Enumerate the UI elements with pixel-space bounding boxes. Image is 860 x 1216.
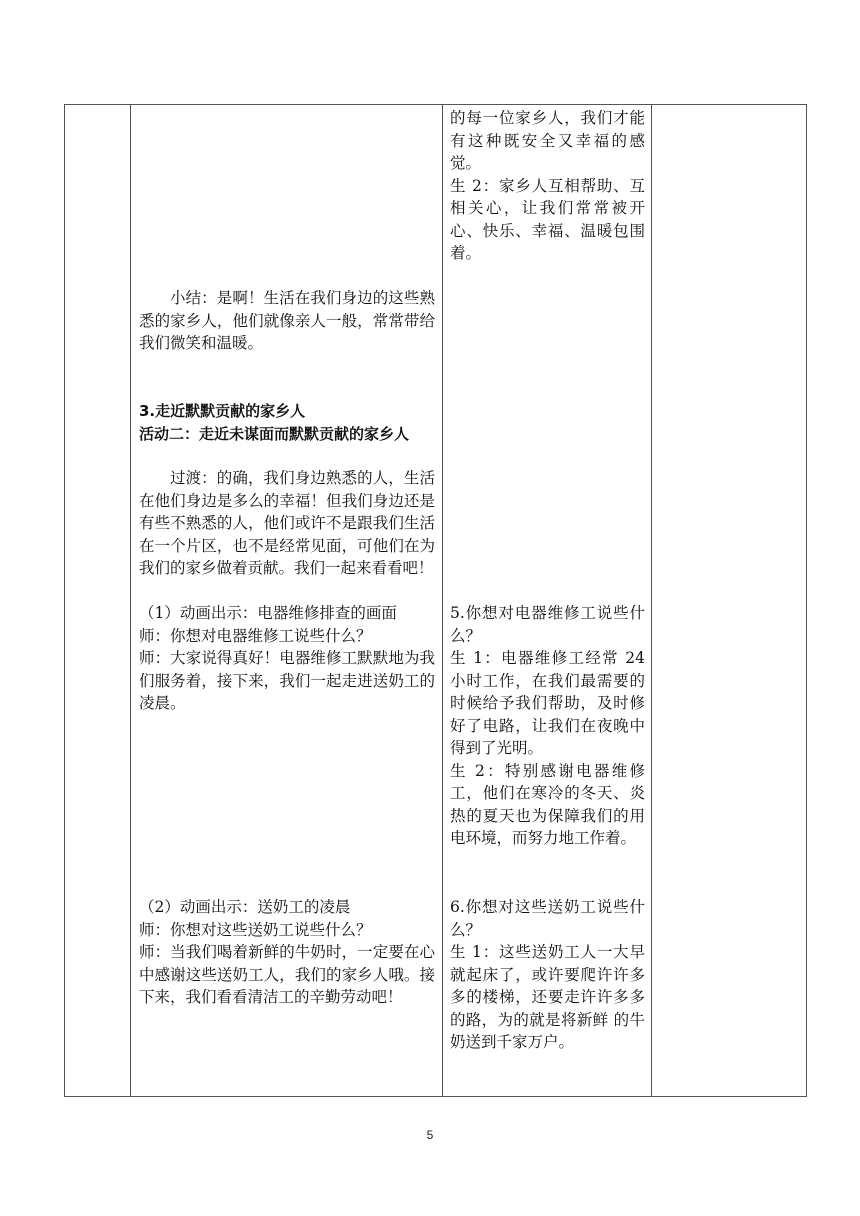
- animation-1-title: （1）动画出示：电器维修排查的画面: [139, 604, 397, 622]
- student-answer-2: 生 2：家乡人互相帮助、互相关心，让我们常常被开心、快乐、幸福、温暖包围着。: [450, 176, 645, 262]
- lesson-table: [64, 104, 807, 1097]
- question-6: 6.你想对这些送奶工说些什么？: [450, 898, 645, 939]
- section-heading-block: [139, 400, 435, 445]
- animation-2-block: [139, 896, 435, 1009]
- teacher-summary-block: [139, 287, 435, 355]
- animation-1-block: [139, 602, 435, 715]
- student-block-1: [450, 107, 645, 265]
- column-divider: [442, 105, 443, 1096]
- student-continuation: 的每一位家乡人，我们才能有这种既安全又幸福的感觉。: [450, 109, 645, 172]
- transition-block: [139, 467, 435, 580]
- section-heading: 3.走近默默贡献的家乡人: [139, 402, 306, 420]
- activity-heading: 活动二：走近未谋面而默默贡献的家乡人: [139, 424, 410, 443]
- page-number: 5: [426, 1128, 434, 1142]
- animation-1-question: 师：你想对电器维修工说些什么？: [139, 626, 372, 645]
- column-divider: [130, 105, 131, 1096]
- column-divider: [651, 105, 652, 1096]
- animation-1-response: 师：大家说得真好！电器维修工默默地为我们服务着，接下来，我们一起走进送奶工的凌晨。: [139, 649, 435, 712]
- animation-2-title: （2）动画出示：送奶工的凌晨: [139, 898, 351, 916]
- question-5-answer-2: 生 2：特别感谢电器维修工，他们在寒冷的冬天、炎热的夏天也为保障我们的用电环境，而努力地工作着。: [450, 761, 645, 847]
- question-6-answer-1: 生 1：这些送奶工人一大早就起床了，或许要爬许许多多的楼梯，还要走许许多多的路，为的就是将新鲜 的牛奶送到千家万户。: [450, 943, 645, 1051]
- transition-text: 过渡：的确，我们身边熟悉的人，生活在他们身边是多么的幸福！但我们身边还是有些不熟悉的人，他们或许不是跟我们生活在一个片区，也不是经常见面，可他们在为我们的家乡做着贡献。我们一起来看看吧！: [139, 469, 435, 577]
- question-5-answer-1: 生 1：电器维修工经常 24 小时工作，在我们最需要的时候给予我们帮助，及时修好了电路，让我们在夜晚中得到了光明。: [450, 649, 645, 757]
- animation-2-response: 师：当我们喝着新鲜的牛奶时，一定要在心中感谢这些送奶工人，我们的家乡人哦。接下来，我们看看清洁工的辛勤劳动吧！: [139, 943, 435, 1006]
- summary-text: 小结：是啊！生活在我们身边的这些熟悉的家乡人，他们就像亲人一般，常常带给我们微笑和温暖。: [139, 289, 435, 352]
- student-block-q5: [450, 602, 645, 850]
- animation-2-question: 师：你想对这些送奶工说些什么？: [139, 920, 372, 939]
- question-5: 5.你想对电器维修工说些什么？: [450, 604, 645, 645]
- student-block-q6: [450, 896, 645, 1054]
